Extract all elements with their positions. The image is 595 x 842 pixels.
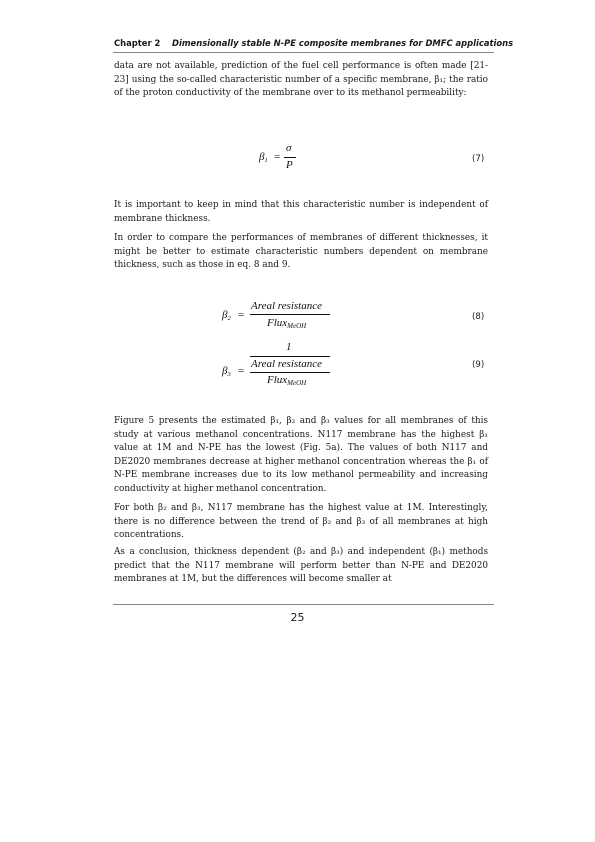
eq9-lhs: $\beta_3$: [222, 365, 231, 378]
paragraph-2: It is important to keep in mind that this characteristic number is independent of membrane thickness.: [114, 200, 488, 224]
footer-rule: [113, 604, 494, 605]
eq7-fraction-bar: [284, 157, 296, 158]
eq7-numerator: σ: [286, 142, 292, 154]
eq9-equals: =: [238, 365, 245, 377]
eq7-equals: =: [274, 151, 281, 163]
eq8-denominator: Flux$_{MeOH}$: [267, 317, 307, 330]
eq8-lhs: $\beta_2$: [222, 309, 231, 322]
eq9-outer-fraction-bar: [250, 356, 330, 357]
eq7-denominator: P: [286, 159, 293, 171]
eq9-fraction-bar: [250, 372, 330, 373]
eq8-equals: =: [238, 309, 245, 321]
eq9-numerator: Areal resistance: [251, 358, 322, 370]
paragraph-6: As a conclusion, thickness dependent (β₂ and β₃) and independent (β₁) methods predict that the N117 membrane will perform better than N-PE and DE2020 membranes at 1M, but the differences will become smaller at: [114, 547, 488, 585]
page-number: 25: [290, 611, 305, 624]
header-rule: [113, 52, 494, 53]
eq8-number: (8): [472, 312, 485, 322]
paragraph-5: For both β₂ and β₃, N117 membrane has the highest value at 1M. Interestingly, there is no difference between the trend of β₂ and β₃ of all membranes at high concentrations.: [114, 503, 488, 541]
eq9-top: 1: [286, 341, 292, 353]
eq8-numerator: Areal resistance: [251, 300, 322, 312]
eq9-number: (9): [472, 360, 485, 370]
eq7-number: (7): [472, 154, 485, 164]
paragraph-3: In order to compare the performances of membranes of different thicknesses, it might be better to estimate characteristic numbers dependent on membrane thickness, such as those in eq. 8 and 9.: [114, 233, 488, 271]
paragraph-1: data are not available, prediction of the fuel cell performance is often made [21-23] using the so-called characteristic number of a specific membrane, β₁; the ratio of the proton conductivity of the membrane over to its methanol permeability:: [114, 61, 488, 99]
paragraph-4: Figure 5 presents the estimated β₁, β₂ and β₃ values for all membranes of this study at various methanol concentrations. N117 membrane has the highest β₁ value at 1M and N-PE has the lowest (Fig. 5a). The values of both N117 and DE2020 membranes decrease at higher methanol concentration whereas the β₁ of N-PE membrane increases due to its low methanol permeability and increasing conductivity at higher methanol concentration.: [114, 416, 488, 494]
eq7-lhs: $\beta_1$: [259, 151, 268, 164]
header-title: Dimensionally stable N-PE composite membranes for DMFC applications: [172, 38, 514, 48]
header-chapter: Chapter 2: [114, 38, 161, 48]
running-header: [114, 36, 514, 50]
eq8-fraction-bar: [250, 314, 330, 315]
eq9-denominator: Flux$_{MeOH}$: [267, 374, 307, 387]
